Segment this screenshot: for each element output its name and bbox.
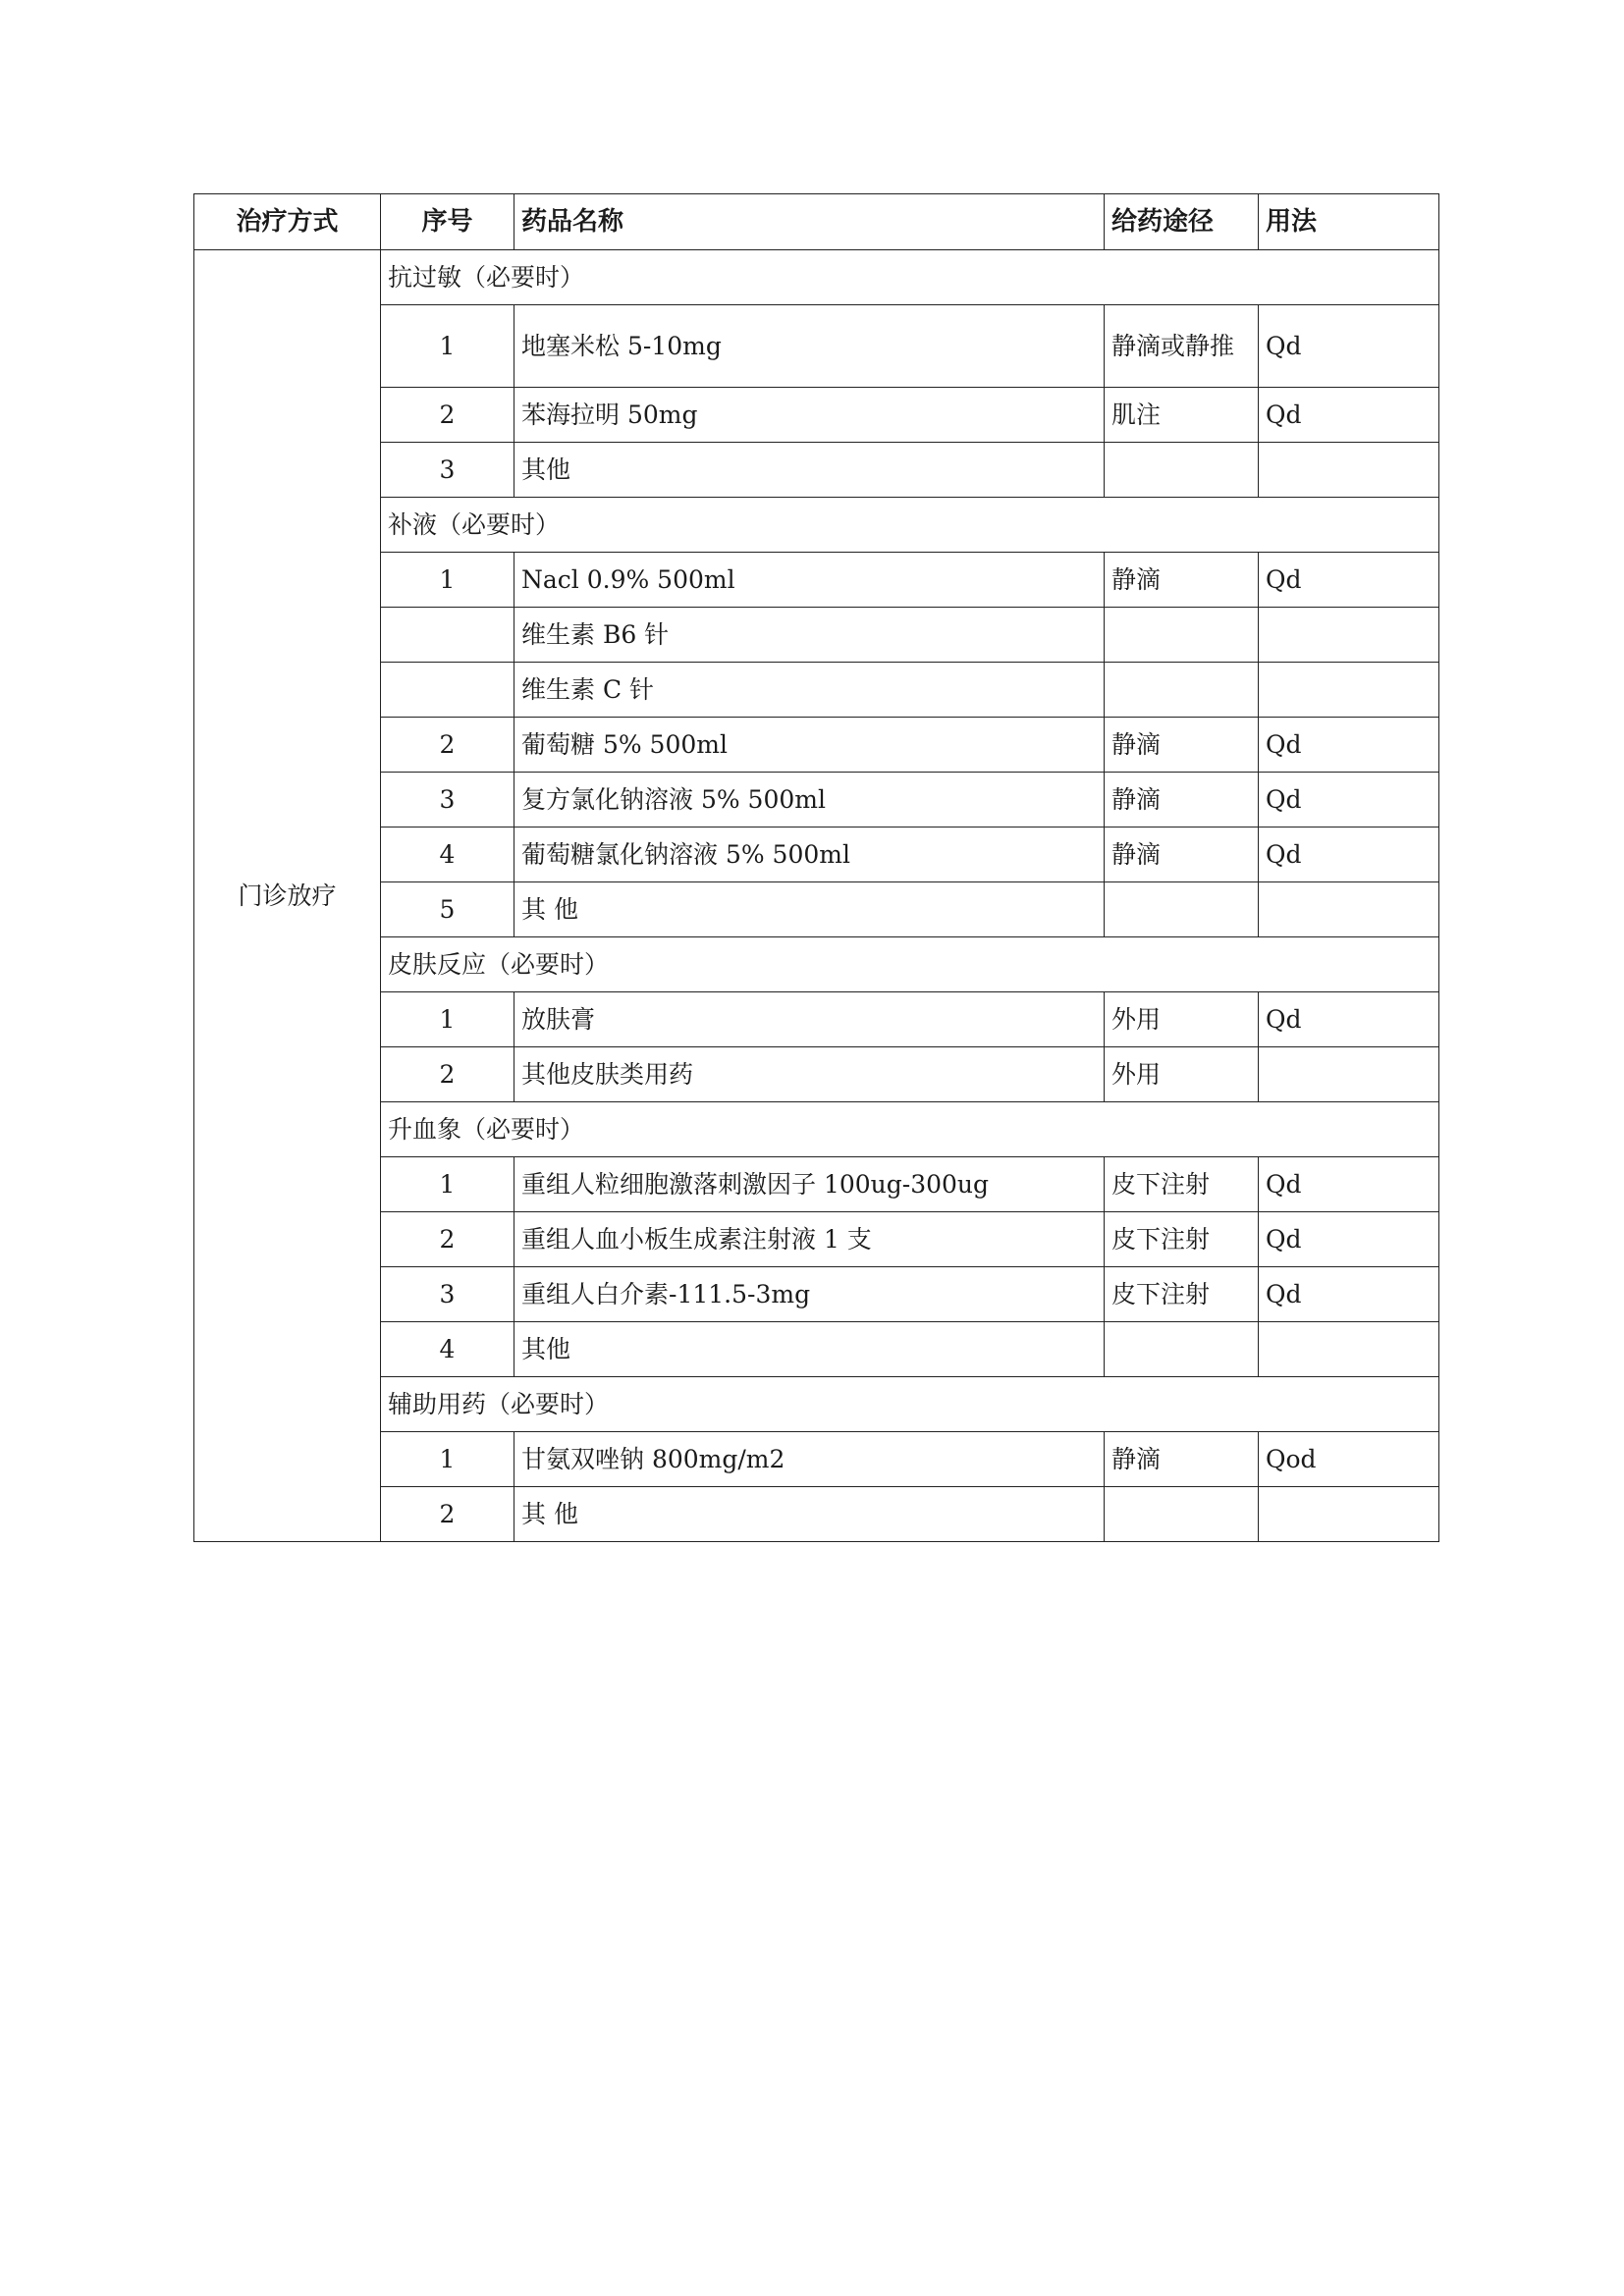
drug-table	[193, 193, 1439, 1542]
route-cell: 静滴	[1105, 1432, 1259, 1487]
route-cell: 静滴	[1105, 553, 1259, 608]
drug-row	[194, 718, 1439, 773]
route-cell: 肌注	[1105, 388, 1259, 443]
group-title: 抗过敏（必要时）	[381, 250, 1439, 305]
seq-cell: 2	[381, 1047, 514, 1102]
drug-row	[194, 1432, 1439, 1487]
group-title: 补液（必要时）	[381, 498, 1439, 553]
drug-row	[194, 1487, 1439, 1542]
drug-name-cell: 其他皮肤类用药	[514, 1047, 1105, 1102]
drug-name-cell: Nacl 0.9% 500ml	[514, 553, 1105, 608]
drug-row	[194, 1212, 1439, 1267]
route-cell: 外用	[1105, 992, 1259, 1047]
group-title: 升血象（必要时）	[381, 1102, 1439, 1157]
usage-cell: Qd	[1259, 553, 1439, 608]
drug-row	[194, 1157, 1439, 1212]
drug-row	[194, 1267, 1439, 1322]
drug-name-cell: 放肤膏	[514, 992, 1105, 1047]
drug-name-cell: 其 他	[514, 882, 1105, 937]
drug-name-cell: 葡萄糖 5% 500ml	[514, 718, 1105, 773]
route-cell	[1105, 663, 1259, 718]
usage-cell: Qd	[1259, 388, 1439, 443]
seq-cell: 4	[381, 828, 514, 882]
drug-name-cell: 维生素 B6 针	[514, 608, 1105, 663]
seq-cell: 1	[381, 1157, 514, 1212]
group-title: 辅助用药（必要时）	[381, 1377, 1439, 1432]
route-cell: 静滴或静推	[1105, 305, 1259, 388]
drug-row	[194, 882, 1439, 937]
usage-cell	[1259, 1047, 1439, 1102]
route-cell	[1105, 1322, 1259, 1377]
seq-cell: 3	[381, 443, 514, 498]
table-body	[194, 250, 1439, 1542]
drug-name-cell: 苯海拉明 50mg	[514, 388, 1105, 443]
group-title-row	[194, 1102, 1439, 1157]
table-header-row	[194, 194, 1439, 250]
drug-name-cell: 葡萄糖氯化钠溶液 5% 500ml	[514, 828, 1105, 882]
drug-row	[194, 553, 1439, 608]
usage-cell	[1259, 443, 1439, 498]
seq-cell: 3	[381, 773, 514, 828]
route-cell: 皮下注射	[1105, 1157, 1259, 1212]
header-usage: 用法	[1259, 194, 1439, 250]
drug-row	[194, 992, 1439, 1047]
route-cell: 皮下注射	[1105, 1212, 1259, 1267]
route-cell: 外用	[1105, 1047, 1259, 1102]
usage-cell: Qd	[1259, 718, 1439, 773]
seq-cell: 3	[381, 1267, 514, 1322]
group-title-row	[194, 1377, 1439, 1432]
seq-cell: 2	[381, 388, 514, 443]
treatment-mode-cell: 门诊放疗	[194, 250, 381, 1542]
drug-row	[194, 663, 1439, 718]
group-title-row	[194, 250, 1439, 305]
route-cell: 静滴	[1105, 828, 1259, 882]
seq-cell: 1	[381, 1432, 514, 1487]
drug-name-cell: 维生素 C 针	[514, 663, 1105, 718]
seq-cell: 1	[381, 553, 514, 608]
route-cell	[1105, 882, 1259, 937]
seq-cell: 1	[381, 992, 514, 1047]
group-title-row	[194, 937, 1439, 992]
drug-row	[194, 388, 1439, 443]
group-title-row	[194, 498, 1439, 553]
group-title: 皮肤反应（必要时）	[381, 937, 1439, 992]
usage-cell: Qd	[1259, 773, 1439, 828]
header-seq: 序号	[381, 194, 514, 250]
drug-name-cell: 重组人白介素-111.5-3mg	[514, 1267, 1105, 1322]
drug-name-cell: 其他	[514, 1322, 1105, 1377]
route-cell	[1105, 443, 1259, 498]
route-cell	[1105, 1487, 1259, 1542]
drug-row	[194, 443, 1439, 498]
drug-name-cell: 其他	[514, 443, 1105, 498]
drug-row	[194, 828, 1439, 882]
drug-row	[194, 773, 1439, 828]
drug-name-cell: 复方氯化钠溶液 5% 500ml	[514, 773, 1105, 828]
drug-name-cell: 其 他	[514, 1487, 1105, 1542]
seq-cell	[381, 663, 514, 718]
drug-name-cell: 甘氨双唑钠 800mg/m2	[514, 1432, 1105, 1487]
seq-cell	[381, 608, 514, 663]
drug-row	[194, 608, 1439, 663]
header-route: 给药途径	[1105, 194, 1259, 250]
drug-row	[194, 305, 1439, 388]
usage-cell: Qd	[1259, 828, 1439, 882]
usage-cell	[1259, 882, 1439, 937]
seq-cell: 5	[381, 882, 514, 937]
seq-cell: 4	[381, 1322, 514, 1377]
usage-cell: Qd	[1259, 1267, 1439, 1322]
drug-row	[194, 1322, 1439, 1377]
usage-cell: Qd	[1259, 305, 1439, 388]
usage-cell: Qd	[1259, 1157, 1439, 1212]
drug-name-cell: 地塞米松 5-10mg	[514, 305, 1105, 388]
drug-row	[194, 1047, 1439, 1102]
usage-cell	[1259, 608, 1439, 663]
drug-name-cell: 重组人血小板生成素注射液 1 支	[514, 1212, 1105, 1267]
header-drug-name: 药品名称	[514, 194, 1105, 250]
header-treatment-mode: 治疗方式	[194, 194, 381, 250]
seq-cell: 2	[381, 1212, 514, 1267]
route-cell	[1105, 608, 1259, 663]
seq-cell: 1	[381, 305, 514, 388]
usage-cell	[1259, 663, 1439, 718]
usage-cell: Qod	[1259, 1432, 1439, 1487]
route-cell: 静滴	[1105, 773, 1259, 828]
route-cell: 静滴	[1105, 718, 1259, 773]
seq-cell: 2	[381, 718, 514, 773]
usage-cell	[1259, 1487, 1439, 1542]
seq-cell: 2	[381, 1487, 514, 1542]
usage-cell: Qd	[1259, 1212, 1439, 1267]
route-cell: 皮下注射	[1105, 1267, 1259, 1322]
usage-cell	[1259, 1322, 1439, 1377]
drug-name-cell: 重组人粒细胞激落刺激因子 100ug-300ug	[514, 1157, 1105, 1212]
usage-cell: Qd	[1259, 992, 1439, 1047]
